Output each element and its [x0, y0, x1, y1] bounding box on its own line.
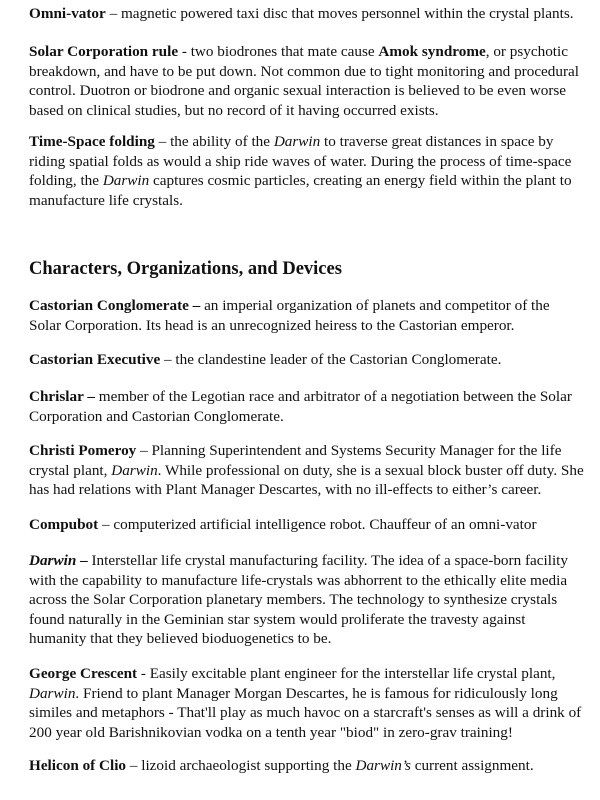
entry-term: Time-Space folding [29, 133, 155, 150]
entry-term: Castorian Executive [29, 351, 161, 368]
entry-term: George Crescent [29, 665, 138, 682]
entry-definition: to traverse great distances in space by riding spatial folds as would a ship ride waves of water. During the process of time-space folding, the [29, 133, 572, 190]
entry-emphasis: Amok syndrome [378, 43, 486, 60]
entry-definition: member of the Legotian race and arbitrator of a negotiation between the Solar Corporation and Castorian Conglomerate. [29, 388, 572, 425]
entry-term: Omni-vator [29, 5, 106, 22]
section-heading: Characters, Organizations, and Devices [29, 259, 342, 279]
glossary-entry-darwin [29, 551, 585, 649]
entry-italic: Darwin [111, 461, 158, 479]
glossary-entry-time-space-folding [29, 132, 585, 210]
glossary-entry-castorian-executive [29, 350, 585, 370]
entry-term: Compubot [29, 516, 99, 533]
entry-definition: - two biodrones that mate cause [178, 43, 379, 60]
entry-definition: – Planning Superintendent and Systems Security Manager for the life crystal plant, [29, 442, 562, 479]
entry-term: Helicon of Clio [29, 757, 127, 774]
glossary-entry-omni-vator [29, 4, 585, 24]
glossary-entry-compubot [29, 515, 585, 535]
entry-italic: Darwin’s [355, 757, 411, 774]
glossary-entry-christi-pomeroy [29, 441, 585, 500]
entry-italic: Darwin [273, 133, 321, 150]
entry-definition: – computerized artificial intelligence robot. Chauffeur of an omni-vator [98, 516, 537, 533]
entry-term-italic: Darwin [29, 552, 77, 569]
glossary-entry-castorian-conglomerate [29, 296, 585, 335]
entry-term [29, 552, 88, 569]
entry-definition: , or psychotic breakdown, and have to be put down. Not common due to tight monitoring and procedural control. Duotron or biodrone and organic sexual interaction is believed to be even worse based on clinical studies, but no record of it having occurred exists. [29, 43, 580, 119]
glossary-entry-george-crescent [29, 664, 585, 742]
entry-term: Chrislar – [29, 388, 95, 405]
entry-definition: – the clandestine leader of the Castorian Conglomerate. [160, 351, 502, 368]
entry-definition: . Friend to plant Manager Morgan Descartes, he is famous for ridiculously long similes and metaphors - That'll play as much havoc on a starcraft's senses as will a drink of 200 year old Barishnikovian vodka on a tenth year "biod" in zero-grav training! [29, 684, 582, 741]
entry-definition: . While professional on duty, she is a sexual block buster off duty. She has had relations with Plant Manager Descartes, with no ill-effects to either’s career. [29, 461, 584, 499]
entry-definition: an imperial organization of planets and competitor of the Solar Corporation. Its head is an unrecognized heiress to the Castorian emperor. [29, 297, 550, 334]
entry-definition: – magnetic powered taxi disc that moves personnel within the crystal plants. [105, 5, 574, 22]
entry-term: Solar Corporation rule [29, 43, 179, 60]
entry-term: Christi Pomeroy [29, 442, 137, 459]
entry-term: Castorian Conglomerate – [29, 297, 201, 314]
entry-definition: - Easily excitable plant engineer for the interstellar life crystal plant, [137, 665, 556, 682]
entry-definition: Interstellar life crystal manufacturing facility. The idea of a space-born facility with the capability to manufacture life-crystals was abhorrent to the ethically elite media across the Solar Corporation planetary members. The technology to synthesize crystals found naturally in the Geminian star system would proliferate the travesty against humanity that they believed bioduogenetics to be. [29, 552, 568, 648]
entry-definition: current assignment. [410, 757, 534, 774]
entry-italic: Darwin [102, 172, 150, 190]
glossary-entry-solar-corporation-rule [29, 42, 585, 120]
glossary-entry-helicon-of-clio [29, 756, 585, 776]
entry-definition: – the ability of the [154, 133, 274, 150]
entry-definition: – lizoid archaeologist supporting the [126, 757, 356, 774]
entry-italic: Darwin [29, 684, 76, 702]
glossary-entry-chrislar [29, 387, 585, 426]
entry-term-dash: – [76, 552, 88, 569]
entry-definition: captures cosmic particles, creating an energy field within the plant to manufacture life crystals. [29, 172, 572, 209]
